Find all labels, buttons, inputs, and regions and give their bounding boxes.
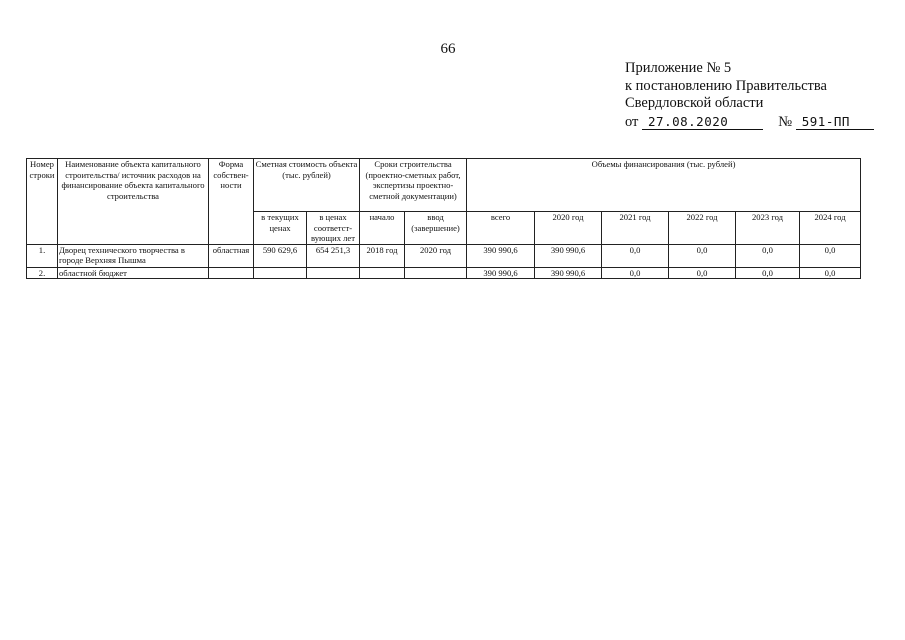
cell-commissioning	[405, 267, 467, 279]
cell-total: 390 990,6	[467, 267, 535, 279]
cell-current-prices: 590 629,6	[254, 244, 307, 267]
appendix-header	[625, 60, 874, 131]
cell-start: 2018 год	[360, 244, 405, 267]
page-number: 66	[440, 41, 456, 57]
subheader-2021: 2021 год	[602, 212, 669, 245]
header-row-number: Номер строки	[27, 159, 58, 245]
subheader-current-prices: в текущих ценах	[254, 212, 307, 245]
decree-date: 27.08.2020	[642, 115, 763, 130]
cell-2021: 0,0	[602, 267, 669, 279]
cell-name: Дворец технического творчества в городе Верхняя Пышма	[58, 244, 209, 267]
cell-ownership	[209, 267, 254, 279]
subheader-commissioning: ввод (завершение)	[405, 212, 467, 245]
cell-2023: 0,0	[736, 244, 800, 267]
cell-2024: 0,0	[800, 244, 861, 267]
cell-num: 1.	[27, 244, 58, 267]
subheader-2023: 2023 год	[736, 212, 800, 245]
appendix-title: Приложение № 5	[625, 60, 732, 76]
cell-current-prices	[254, 267, 307, 279]
header-estimated-cost: Сметная стоимость объекта (тыс. рублей)	[254, 159, 360, 212]
cell-commissioning: 2020 год	[405, 244, 467, 267]
cell-total: 390 990,6	[467, 244, 535, 267]
decree-number: 591-ПП	[796, 115, 874, 130]
cell-2020: 390 990,6	[535, 267, 602, 279]
appendix-subtitle-1: к постановлению Правительства	[625, 77, 827, 94]
cell-2024: 0,0	[800, 267, 861, 279]
cell-num: 2.	[27, 267, 58, 279]
decree-reference	[625, 114, 874, 132]
cell-name: областной бюджет	[58, 267, 209, 279]
header-object-name: Наименование объекта капитального строительства/ источник расходов на финансирование объекта капитального строительства	[58, 159, 209, 245]
table-row	[27, 244, 861, 267]
cell-2023: 0,0	[736, 267, 800, 279]
appendix-subtitle-2: Свердловской области	[625, 95, 764, 111]
subheader-2024: 2024 год	[800, 212, 861, 245]
table-header-row	[27, 159, 861, 212]
financing-table	[26, 158, 861, 279]
header-ownership: Форма собствен-ности	[209, 159, 254, 245]
from-label: от	[625, 113, 639, 130]
cell-start	[360, 267, 405, 279]
table-row	[27, 267, 861, 279]
cell-ownership: областная	[209, 244, 254, 267]
cell-prices-of-years	[307, 267, 360, 279]
subheader-start: начало	[360, 212, 405, 245]
header-construction-terms: Сроки строительства (проектно-сметных работ, экспертизы проектно-сметной документации)	[360, 159, 467, 212]
subheader-2020: 2020 год	[535, 212, 602, 245]
number-label: №	[778, 113, 793, 130]
cell-2021: 0,0	[602, 244, 669, 267]
cell-2022: 0,0	[669, 244, 736, 267]
subheader-total: всего	[467, 212, 535, 245]
header-financing-volumes: Объемы финансирования (тыс. рублей)	[467, 159, 861, 212]
subheader-2022: 2022 год	[669, 212, 736, 245]
cell-prices-of-years: 654 251,3	[307, 244, 360, 267]
cell-2020: 390 990,6	[535, 244, 602, 267]
cell-2022: 0,0	[669, 267, 736, 279]
subheader-prices-of-years: в ценах соответст-вующих лет	[307, 212, 360, 245]
